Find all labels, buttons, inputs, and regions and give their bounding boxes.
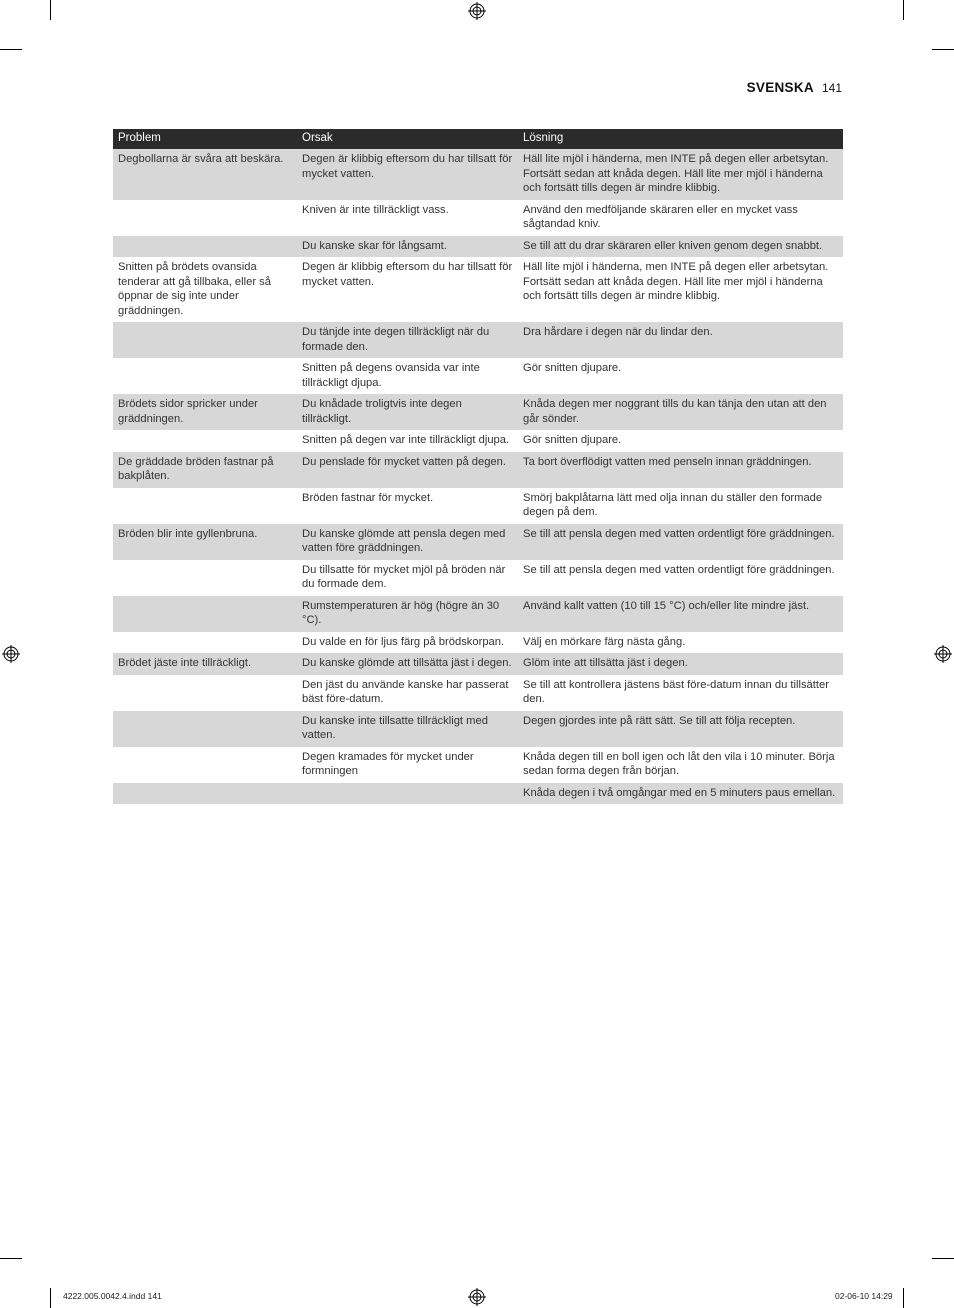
solution-cell: Välj en mörkare färg nästa gång. [523, 635, 686, 648]
table-row [113, 711, 843, 747]
problem-cell [113, 430, 297, 452]
solution-cell: Knåda degen till en boll igen och låt den vila i 10 minuter. Börja sedan forma degen från början. [523, 750, 835, 777]
cause-cell: Du tillsatte för mycket mjöl på bröden när du formade dem. [302, 563, 506, 590]
cause-cell: Bröden fastnar för mycket. [302, 491, 434, 504]
table-header-row [113, 129, 843, 149]
solution-cell: Gör snitten djupare. [523, 434, 622, 446]
solution-cell: Knåda degen i två omgångar med en 5 minuters paus emellan. [518, 783, 843, 805]
solution-cell: Häll lite mjöl i händerna, men INTE på degen eller arbetsytan. Fortsätt sedan att knåda degen. Häll lite mer mjöl i händerna och fortsätt tills degen är mindre klibbig. [518, 149, 843, 200]
problem-cell [113, 358, 297, 394]
registration-mark-icon [468, 1288, 486, 1306]
cause-cell [297, 783, 518, 805]
problem-cell [113, 560, 297, 596]
table-body [113, 149, 843, 804]
solution-cell: Smörj bakplåtarna lätt med olja innan du ställer den formade degen på dem. [523, 491, 823, 518]
crop-mark [50, 0, 51, 20]
cause-cell: Du kanske glömde att pensla degen med vatten före gräddningen. [297, 524, 518, 560]
problem-cell: De gräddade bröden fastnar på bakplåten. [113, 452, 297, 488]
solution-cell: Använd kallt vatten (10 till 15 °C) och/eller lite mindre jäst. [518, 596, 843, 632]
crop-mark [903, 1288, 904, 1308]
problem-cell [113, 783, 297, 805]
table-row [113, 632, 843, 654]
problem-cell [113, 711, 297, 747]
table-row [113, 394, 843, 430]
solution-cell: Häll lite mjöl i händerna, men INTE på degen eller arbetsytan. Fortsätt sedan att knåda degen. Häll lite mer mjöl i händerna och fortsätt tills degen är mindre klibbig. [523, 261, 829, 302]
table-row [113, 596, 843, 632]
page-header [747, 80, 842, 95]
solution-cell: Gör snitten djupare. [523, 362, 622, 374]
problem-cell [113, 200, 297, 236]
problem-cell [113, 632, 297, 654]
table-row [113, 322, 843, 358]
cause-cell: Degen är klibbig eftersom du har tillsatt för mycket vatten. [302, 261, 513, 288]
registration-mark-icon [934, 645, 952, 663]
cause-cell: Den jäst du använde kanske har passerat bäst före-datum. [302, 678, 509, 705]
problem-cell [113, 236, 297, 258]
problem-cell: Degbollarna är svåra att beskära. [113, 149, 297, 200]
column-header-cause: Orsak [297, 129, 518, 149]
cause-cell: Du knådade troligtvis inte degen tillräckligt. [297, 394, 518, 430]
problem-cell [113, 596, 297, 632]
footer-date-time: 02-06-10 14:29 [835, 1291, 893, 1301]
crop-mark [0, 49, 22, 50]
cause-cell: Du kanske inte tillsatte tillräckligt med vatten. [297, 711, 518, 747]
table-row [113, 653, 843, 675]
problem-cell [113, 322, 297, 358]
problem-cell [113, 675, 297, 711]
crop-mark [932, 49, 954, 50]
problem-cell [113, 488, 297, 524]
solution-cell: Knåda degen mer noggrant tills du kan tänja den utan att den går sönder. [518, 394, 843, 430]
solution-cell: Ta bort överflödigt vatten med penseln innan gräddningen. [518, 452, 843, 488]
table-row [113, 358, 843, 394]
crop-mark [932, 1258, 954, 1259]
table-row [113, 675, 843, 711]
problem-cell: Brödet jäste inte tillräckligt. [113, 653, 297, 675]
cause-cell: Rumstemperaturen är hög (högre än 30 °C). [297, 596, 518, 632]
cause-cell: Du valde en för ljus färg på brödskorpan. [302, 635, 505, 648]
table-row [113, 257, 843, 322]
solution-cell: Se till att pensla degen med vatten ordentligt före gräddningen. [518, 524, 843, 560]
solution-cell: Dra hårdare i degen när du lindar den. [518, 322, 843, 358]
solution-cell: Se till att kontrollera jästens bäst före-datum innan du tillsätter den. [523, 678, 829, 705]
crop-mark [0, 1258, 22, 1259]
cause-cell: Snitten på degen var inte tillräckligt djupa. [302, 434, 510, 446]
table-row [113, 149, 843, 200]
cause-cell: Kniven är inte tillräckligt vass. [302, 203, 449, 216]
page-number: 141 [821, 81, 842, 95]
cause-cell: Snitten på degens ovansida var inte tillräckligt djupa. [302, 362, 480, 389]
problem-cell [113, 747, 297, 783]
crop-mark [50, 1288, 51, 1308]
column-header-solution: Lösning [518, 129, 843, 149]
cause-cell: Du kanske glömde att tillsätta jäst i degen. [297, 653, 518, 675]
solution-cell: Degen gjordes inte på rätt sätt. Se till att följa recepten. [518, 711, 843, 747]
solution-cell: Se till att pensla degen med vatten ordentligt före gräddningen. [523, 563, 835, 576]
problem-cell: Bröden blir inte gyllenbruna. [113, 524, 297, 560]
table-row [113, 783, 843, 805]
problem-cell: Snitten på brödets ovansida tenderar att gå tillbaka, eller så öppnar de sig inte under gräddningen. [118, 261, 271, 317]
table-row [113, 236, 843, 258]
footer-file-info: 4222.005.0042.4.indd 141 [63, 1291, 162, 1301]
table-row [113, 524, 843, 560]
registration-mark-icon [468, 2, 486, 20]
cause-cell: Degen är klibbig eftersom du har tillsatt för mycket vatten. [297, 149, 518, 200]
table-row [113, 200, 843, 236]
table-row [113, 430, 843, 452]
section-language: SVENSKA [746, 80, 814, 95]
cause-cell: Degen kramades för mycket under formningen [302, 750, 474, 777]
table-row [113, 747, 843, 783]
crop-mark [903, 0, 904, 20]
table-row [113, 560, 843, 596]
registration-mark-icon [2, 645, 20, 663]
cause-cell: Du penslade för mycket vatten på degen. [297, 452, 518, 488]
table-row [113, 488, 843, 524]
table-row [113, 452, 843, 488]
solution-cell: Se till att du drar skäraren eller kniven genom degen snabbt. [518, 236, 843, 258]
cause-cell: Du tänjde inte degen tillräckligt när du formade den. [297, 322, 518, 358]
column-header-problem: Problem [113, 129, 297, 149]
cause-cell: Du kanske skar för långsamt. [297, 236, 518, 258]
solution-cell: Använd den medföljande skäraren eller en mycket vass sågtandad kniv. [523, 203, 798, 230]
problem-cell: Brödets sidor spricker under gräddningen. [113, 394, 297, 430]
troubleshooting-table [113, 129, 843, 804]
solution-cell: Glöm inte att tillsätta jäst i degen. [518, 653, 843, 675]
